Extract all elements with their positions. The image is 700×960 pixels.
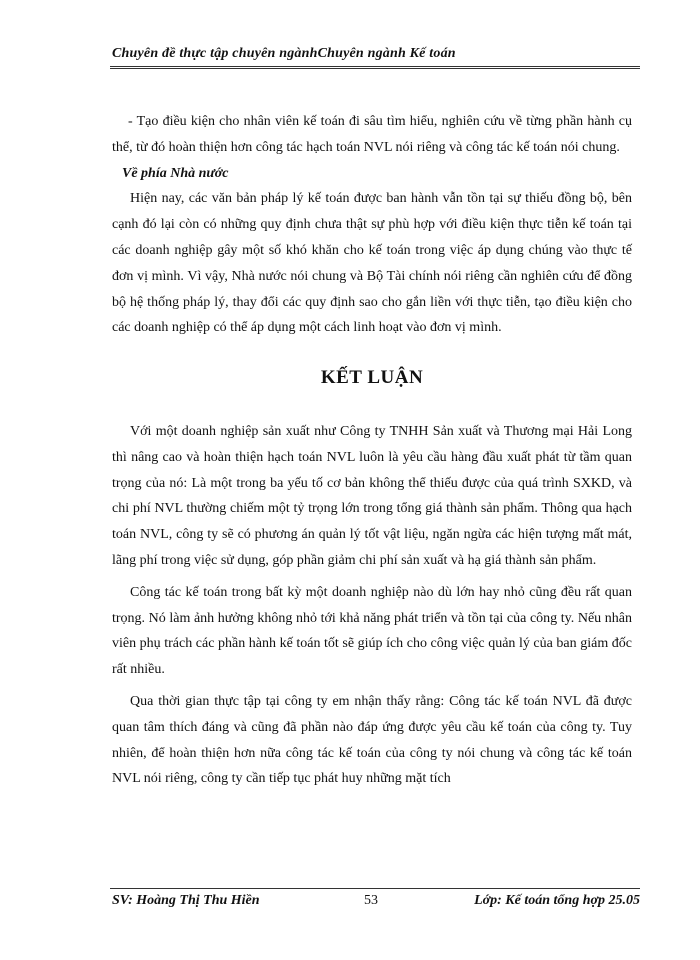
paragraph-conclusion-2: Công tác kế toán trong bất kỳ một doanh nghiệp nào dù lớn hay nhỏ cũng đều rất quan trọng. Nó làm ảnh hưởng không nhỏ tới khả năng phát triển và tồn tại của công ty. Nếu nhân viên phụ trách các phần hành kế toán tốt sẽ giúp ích cho công việc quản lý của ban giám đốc rất nhiều. [112,584,632,678]
paragraph-state: Hiện nay, các văn bản pháp lý kế toán được ban hành vẫn tồn tại sự thiếu đồng bộ, bên cạnh đó lại còn có những quy định chưa thật sự phù hợp với điều kiện thực tiễn kế toán tại các doanh nghiệp gây một số khó khăn cho kế toán trong việc áp dụng chúng vào thực tế đơn vị mình. Vì vậy, Nhà nước nói chung và Bộ Tài chính nói riêng cần nghiên cứu để đồng bộ hệ thống pháp lý, thay đổi các quy định sao cho gắn liền với thực tiễn, tạo điều kiện cho các doanh nghiệp có thể áp dụng một cách linh hoạt vào đơn vị mình. [112,191,632,336]
paragraph-conclusion-1: Với một doanh nghiệp sản xuất như Công ty TNHH Sản xuất và Thương mại Hải Long thì nâng cao và hoàn thiện hạch toán NVL luôn là yêu cầu hàng đầu xuất phát từ tầm quan trọng của nó: Là một trong ba yếu tố cơ bản không thể thiếu được của quá trình SXKD, và chi phí NVL thường chiếm một tỷ trọng lớn trong tổng giá thành sản phẩm. Thông qua hạch toán NVL, công ty sẽ có phương án quản lý tốt vật liệu, ngăn ngừa các hiện tượng mất mát, lãng phí trong việc sử dụng, góp phần giảm chi phí sản xuất và hạ giá thành sản phẩm. [112,423,632,568]
paragraph-conclusion-3: Qua thời gian thực tập tại công ty em nhận thấy rằng: Công tác kế toán NVL đã được quan tâm thích đáng và cũng đã phần nào đáp ứng được yêu cầu kế toán của công ty. Tuy nhiên, để hoàn thiện hơn nữa công tác kế toán của công ty nói chung và công tác kế toán NVL nói riêng, công ty cần tiếp tục phát huy những mặt tích [112,693,632,787]
header-divider [110,66,640,69]
document-body [112,109,632,792]
footer-class: Lớp: Kế toán tổng hợp 25.05 [474,893,640,908]
section-title: KẾT LUẬN [320,367,424,389]
footer-divider [110,888,640,889]
page-header: Chuyên đề thực tập chuyên ngànhChuyên ngành Kế toán [112,46,456,61]
page-number: 53 [364,893,378,908]
subheading: Về phía Nhà nước [122,165,229,181]
footer-student: SV: Hoàng Thị Thu Hiền [112,893,260,908]
paragraph-bullet: - Tạo điều kiện cho nhân viên kế toán đi sâu tìm hiểu, nghiên cứu về từng phần hành cụ thể, từ đó hoàn thiện hơn công tác hạch toán NVL nói riêng và công tác kế toán nói chung. [112,114,632,155]
